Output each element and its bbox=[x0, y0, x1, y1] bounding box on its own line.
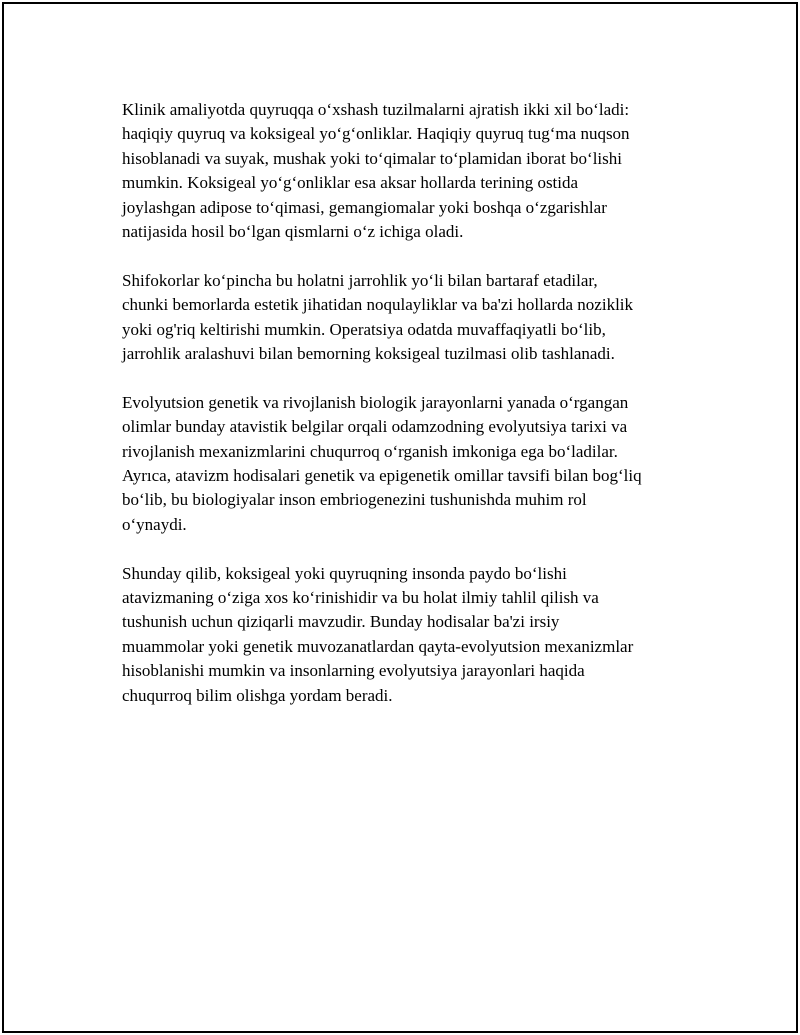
text-line: Evolyutsion genetik va rivojlanish biologik jarayonlarni yanada oʻrgangan bbox=[122, 392, 629, 412]
text-line: tushunish uchun qiziqarli mavzudir. Bunday hodisalar ba'zi irsiy bbox=[122, 612, 560, 632]
text-line: yoki og'riq keltirishi mumkin. Operatsiya odatda muvaffaqiyatli boʻlib, bbox=[122, 319, 606, 339]
text-line: oʻynaydi. bbox=[122, 514, 187, 534]
text-line: chunki bemorlarda estetik jihatidan noqulayliklar va ba'zi hollarda noziklik bbox=[122, 295, 634, 315]
page-frame bbox=[2, 2, 798, 1033]
text-line: Shunday qilib, koksigeal yoki quyruqning insonda paydo boʻlishi bbox=[122, 563, 567, 583]
text-line: Klinik amaliyotda quyruqqa oʻxshash tuzilmalarni ajratish ikki xil boʻladi: bbox=[122, 100, 630, 119]
text-line: atavizmaning oʻziga xos koʻrinishidir va bu holat ilmiy tahlil qilish va bbox=[122, 588, 599, 608]
text-line: Ayrıca, atavizm hodisalari genetik va epigenetik omillar tavsifi bilan bogʻliq bbox=[122, 466, 642, 486]
text-line: mumkin. Koksigeal yoʻgʻonliklar esa aksar hollarda terining ostida bbox=[122, 173, 579, 193]
text-line: joylashgan adipose toʻqimasi, gemangiomalar yoki boshqa oʻzgarishlar bbox=[122, 197, 607, 217]
text-line: olimlar bunday atavistik belgilar orqali odamzodning evolyutsiya tarixi va bbox=[122, 417, 628, 437]
paragraph-1 bbox=[122, 98, 702, 244]
text-line: hisoblanishi mumkin va insonlarning evolyutsiya jarayonlari haqida bbox=[122, 661, 585, 681]
text-line: haqiqiy quyruq va koksigeal yoʻgʻonliklar. Haqiqiy quyruq tugʻma nuqson bbox=[122, 124, 630, 144]
text-line: rivojlanish mexanizmlarini chuqurroq oʻrganish imkoniga ega boʻladilar. bbox=[122, 441, 618, 461]
text-line: natijasida hosil boʻlgan qismlarni oʻz ichiga oladi. bbox=[122, 222, 464, 242]
text-line: boʻlib, bu biologiyalar inson embriogenezini tushunishda muhim rol bbox=[122, 490, 587, 510]
text-line: hisoblanadi va suyak, mushak yoki toʻqimalar toʻplamidan iborat boʻlishi bbox=[122, 148, 622, 168]
text-line: jarrohlik aralashuvi bilan bemorning koksigeal tuzilmasi olib tashlanadi. bbox=[122, 344, 615, 364]
document-body bbox=[122, 98, 702, 733]
text-line: Shifokorlar koʻpincha bu holatni jarrohlik yoʻli bilan bartaraf etadilar, bbox=[122, 270, 598, 290]
paragraph-4 bbox=[122, 562, 702, 708]
text-line: chuqurroq bilim olishga yordam beradi. bbox=[122, 685, 393, 705]
text-line: muammolar yoki genetik muvozanatlardan qayta-evolyutsion mexanizmlar bbox=[122, 636, 634, 656]
paragraph-3 bbox=[122, 391, 702, 537]
paragraph-2 bbox=[122, 269, 702, 367]
